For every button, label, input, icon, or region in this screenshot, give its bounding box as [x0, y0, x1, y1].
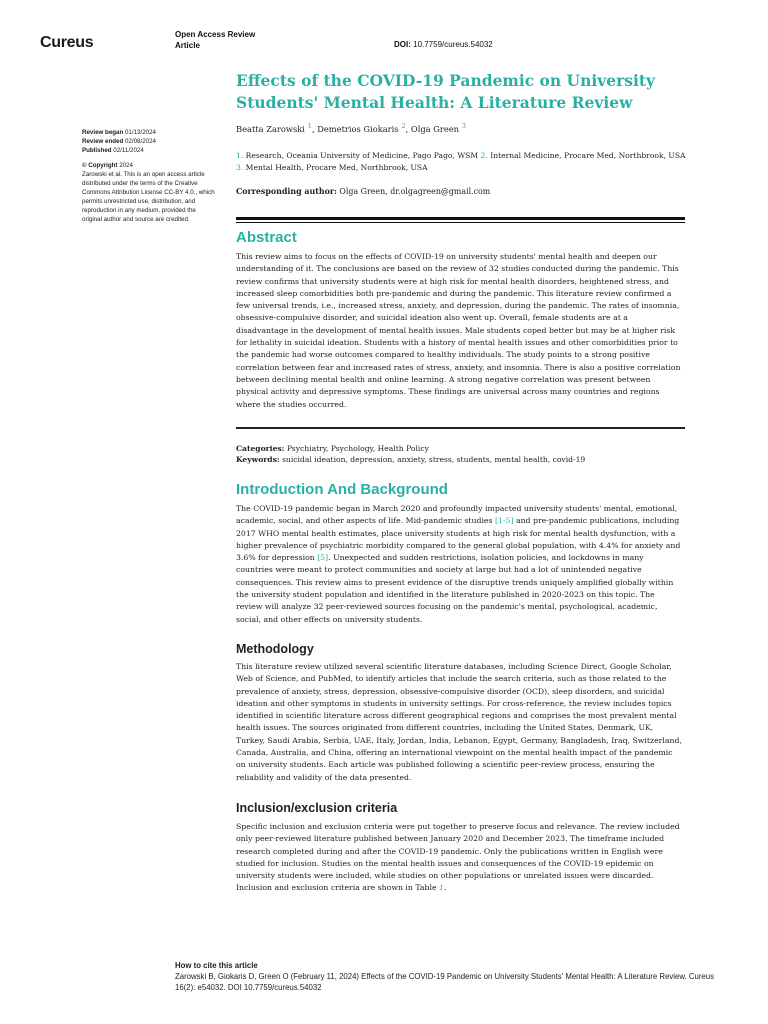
author-name[interactable]: Beatta Zarowski: [236, 123, 305, 134]
journal-logo: Cureus: [40, 34, 94, 51]
doi-label: DOI:: [394, 40, 411, 49]
introduction-text-part: The COVID-19 pandemic began in March 2020 and profoundly impacted university students' mental, emotional, academic, social, and other aspects of life. Mid-pandemic studies: [236, 504, 678, 526]
inclusion-text-part: Specific inclusion and exclusion criteria were put together to preserve focus and relevance. The review included only peer-reviewed literature published between January 2020 and December 2023. The timeframe included research completed during and after the COVID-19 pandemic. Only the publications written in English were studied for inclusion. Studies on the mental health issues and consequences of the COVID-19 epidemic on university students were included, while studies on other populations or unrelated issues were discarded. Inclusion and exclusion criteria are shown in Table: [236, 822, 680, 893]
author-affiliation-ref: 1: [307, 122, 312, 130]
methodology-heading: Methodology: [236, 642, 314, 656]
keywords-label: Keywords:: [236, 455, 280, 464]
keywords: [236, 454, 682, 465]
copyright: [82, 161, 217, 170]
published: [82, 146, 217, 155]
doi: [394, 40, 493, 49]
introduction-text-part: and pre-pandemic publications, including 2017 WHO mental health estimates, place university students at high risk for mental health dysfunction, with a higher prevalence of psychiatric morbidity compared to the general global population, with 4.4% for anxiety and 3.6% for depression: [236, 516, 681, 563]
affiliation-text: Internal Medicine, Procare Med, Northbrook, USA: [490, 151, 686, 160]
doi-value: 10.7759/cureus.54032: [410, 40, 493, 49]
review-ended-date: 02/08/2024: [123, 138, 156, 145]
categories-value: Psychiatry, Psychology, Health Policy: [284, 444, 429, 453]
article-type-line2: Article: [175, 41, 200, 50]
affiliation-number: 3.: [236, 163, 244, 172]
copyright-label: © Copyright: [82, 162, 118, 169]
article-type: [175, 29, 255, 51]
table-reference-link[interactable]: 1: [439, 883, 444, 893]
review-began: [82, 128, 217, 137]
author-affiliation-ref: 2: [401, 122, 406, 130]
citation-footer: [175, 960, 715, 993]
section-divider: [236, 217, 685, 220]
author-affiliation-ref: 3: [461, 122, 467, 130]
review-ended: [82, 137, 217, 146]
abstract-heading: Abstract: [236, 229, 297, 246]
inclusion-criteria-heading: Inclusion/exclusion criteria: [236, 801, 398, 815]
review-ended-label: Review ended: [82, 138, 124, 145]
article-info-sidebar: [82, 128, 217, 224]
introduction-text-part: . Unexpected and sudden restrictions, isolation policies, and lockdowns in many countries were meant to protect communities and society at large but had a lot of unintended negative consequences. This review aims to present evidence of the disruptive trends uniquely amplified globally within the university student population and identified in the literature published in 2020-2023 on this topic. The review will analyze 32 peer-reviewed sources focusing on the pandemic's mental, psychological, academic, social, and other effects on university students.: [236, 553, 674, 624]
published-date: 02/11/2024: [111, 147, 144, 154]
affiliation-text: Mental Health, Procare Med, Northbrook, USA: [245, 163, 428, 172]
keywords-value: suicidal ideation, depression, anxiety, stress, students, mental health, covid-19: [279, 455, 586, 464]
affiliation-number: 1.: [236, 151, 244, 160]
categories: [236, 443, 682, 454]
abstract-text: This review aims to focus on the effects of COVID-19 on university students' mental health and deepen our understanding of it. The conclusions are based on the review of 32 studies conducted during the pandemic. This review confirms that university students were at high risk for mental health disorders, heightened stress, and increased sleep comorbidities both pre-pandemic and during the pandemic. This literature review confirmed a few universal trends, i.e., increased stress, anxiety, and depression, during the pandemic. The rates of insomnia, obsessive-compulsive disorder, and suicidal ideation also went up. Overall, female students are at a disadvantage in the development of mental health issues. Male students coped better but may be at higher risk for lethality in suicidal ideation. Students with a history of mental health issues and other comorbidities prior to the pandemic had worse outcomes compared to healthy individuals. The study points to a strong positive correlation between fear and increased rates of stress, anxiety, and insomnia. There is also a positive correlation between declining mental health and online learning. A strong negative correlation was present between physical activity and depressive symptoms. These findings are universal across many countries and regions where the studies occurred.: [236, 252, 681, 409]
citation-link[interactable]: [1-5]: [494, 516, 514, 526]
categories-label: Categories:: [236, 444, 285, 453]
affiliation-text: Research, Oceania University of Medicine, Pago Pago, WSM: [245, 151, 479, 160]
introduction-text: [236, 503, 682, 626]
article-title: Effects of the COVID-19 Pandemic on University Students' Mental Health: A Literature Review: [236, 71, 656, 112]
published-label: Published: [82, 147, 112, 154]
affiliation-number: 2.: [480, 151, 488, 160]
article-type-line1: Open Access Review: [175, 30, 256, 39]
corresponding-author-value[interactable]: Olga Green, dr.olgagreen@gmail.com: [336, 187, 491, 196]
categories-keywords: [236, 443, 682, 465]
inclusion-text-end: .: [443, 883, 447, 893]
how-to-cite-text: Zarowski B, Giokaris D, Green O (February 11, 2024) Effects of the COVID-19 Pandemic on University Students' Mental Health: A Literature Review. Cureus 16(2): e54032. DOI 10.7759/cureus.54032: [175, 972, 714, 992]
review-began-date: 01/13/2024: [123, 129, 156, 136]
affiliations: [236, 150, 686, 174]
copyright-year: 2024: [117, 162, 133, 169]
author-name[interactable]: Olga Green: [410, 123, 459, 134]
citation-link[interactable]: [5]: [317, 553, 329, 563]
corresponding-author-label: Corresponding author:: [236, 187, 337, 196]
section-divider: [236, 222, 685, 223]
inclusion-criteria-text: [236, 821, 682, 895]
corresponding-author: [236, 187, 490, 196]
license-text: Zarowski et al. This is an open access article distributed under the terms of the Creative Commons Attribution License CC-BY 4.0., which permits unrestricted use, distribution, and reproduction in any medium, provided the original author and source are credited.: [82, 171, 215, 223]
review-began-label: Review began: [82, 129, 124, 136]
author-list: Beatta Zarowski $^1$, Demetrios Giokaris $^2$, Olga Green $^3$: [236, 122, 467, 134]
how-to-cite-label: How to cite this article: [175, 961, 258, 970]
introduction-heading: Introduction And Background: [236, 481, 448, 498]
section-divider: [236, 427, 685, 429]
methodology-text: This literature review utilized several scientific literature databases, including Science Direct, Google Scholar, Web of Science, and PubMed, to identify articles that include the search criteria, such as those related to the prevalence of anxiety, stress, depression, obsessive-compulsive disorder (OCD), sleep disorders, and suicidal ideation and other symptoms in students in university settings. For cross-reference, the review includes topics identified in scientific literature across different geographical regions and comprises the most prevalent mental health issues. The sources originated from different countries, including the United States, Denmark, UK, Turkey, Saudi Arabia, Serbia, UAE, Italy, Jordan, India, Lebanon, Egypt, Germany, Bangladesh, Iraq, Switzerland, Canada, Australia, and China, offering an international viewpoint on the mental health impact of the pandemic on university students. Each article was published following a scientific peer-review process, ensuring the reliability and validity of the data presented.: [236, 662, 682, 782]
author-name[interactable]: Demetrios Giokaris: [317, 123, 399, 134]
